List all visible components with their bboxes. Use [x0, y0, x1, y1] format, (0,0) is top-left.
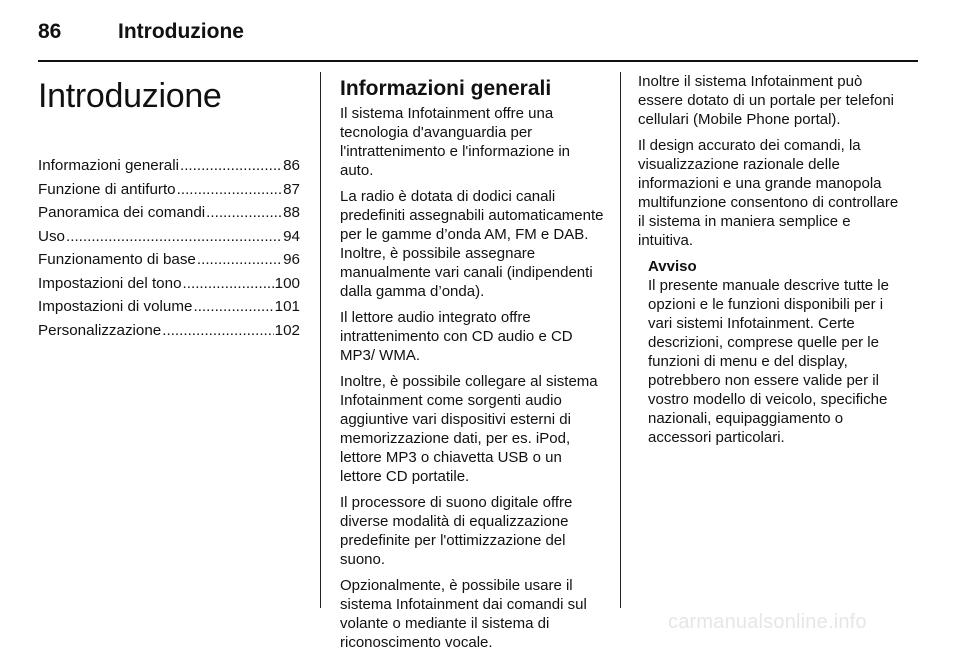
- running-header-title: Introduzione: [118, 20, 244, 43]
- column-divider: [620, 72, 621, 608]
- toc-item[interactable]: [38, 178, 300, 202]
- toc-leader: [183, 272, 274, 296]
- toc-item[interactable]: [38, 201, 300, 225]
- toc-label: Impostazioni di volume: [38, 298, 193, 315]
- body-paragraph: La radio è dotata di dodici canali predefiniti assegnabili automaticamente per le gamme d’onda AM, FM e DAB. Inoltre, è possibile assegnare manualmente vari canali (indipendenti dalla gamma d’onda).: [340, 188, 604, 300]
- column-divider: [320, 72, 321, 608]
- body-paragraph: Opzionalmente, è possibile usare il sistema Infotainment dai comandi sul volante o mediante il sistema di riconoscimento vocale.: [340, 577, 587, 651]
- notice-text: Il presente manuale descrive tutte le opzioni e le funzioni disponibili per i vari sistemi Infotainment. Certe descrizioni, comprese quelle per le funzioni di menu e del display, potrebbero non essere valide per il vostro modello di veicolo, specifiche nazionali, equipaggiamento o accessori particolari.: [648, 277, 889, 446]
- notice-title: Avviso: [648, 258, 697, 275]
- toc-item[interactable]: [38, 248, 300, 272]
- toc-label: Uso: [38, 227, 66, 245]
- toc-page: 86: [283, 157, 300, 174]
- table-of-contents: [38, 154, 300, 342]
- page-number: 86: [38, 20, 62, 43]
- toc-item[interactable]: [38, 295, 300, 319]
- toc-leader: [193, 295, 273, 319]
- toc-page: 102: [274, 321, 300, 339]
- page-header: [38, 18, 928, 46]
- toc-page: 101: [274, 298, 300, 315]
- notice-box: [648, 257, 904, 447]
- toc-page: 96: [283, 251, 300, 268]
- body-paragraph: Inoltre, è possibile collegare al sistema Infotainment come sorgenti audio aggiuntive vari dispositivi esterni di memorizzazione dati, per es. iPod, lettore MP3 o chiavetta USB o un lettore CD portatile.: [340, 373, 598, 485]
- column-body-2: [638, 72, 904, 447]
- toc-label: Funzione di antifurto: [38, 180, 176, 198]
- toc-page: 94: [283, 227, 300, 245]
- body-paragraph: Inoltre il sistema Infotainment può essere dotato di un portale per telefoni cellulari (Mobile Phone portal).: [638, 73, 895, 128]
- body-paragraph: Il sistema Infotainment offre una tecnologia d'avanguardia per l'intrattenimento e l'informazione in auto.: [340, 105, 571, 179]
- toc-item[interactable]: [38, 319, 300, 343]
- toc-leader: [180, 154, 282, 178]
- toc-leader: [206, 201, 282, 225]
- body-paragraph: Il lettore audio integrato offre intrattenimento con CD audio e CD MP3/ WMA.: [340, 309, 573, 364]
- header-rule: [38, 60, 918, 62]
- column-body-1: [340, 72, 604, 659]
- watermark: carmanualsonline.info: [668, 611, 867, 633]
- toc-label: Informazioni generali: [38, 157, 179, 174]
- chapter-title: Introduzione: [38, 77, 222, 115]
- toc-leader: [177, 178, 282, 202]
- body-paragraph: Il processore di suono digitale offre diverse modalità di equalizzazione predefinite per l'ottimizzazione del suono.: [340, 494, 573, 568]
- toc-leader: [66, 225, 282, 249]
- toc-label: Personalizzazione: [38, 321, 162, 339]
- toc-label: Impostazioni del tono: [38, 274, 182, 292]
- toc-label: Panoramica dei comandi: [38, 204, 206, 221]
- toc-label: Funzionamento di base: [38, 251, 196, 268]
- toc-page: 87: [283, 180, 300, 198]
- toc-page: 100: [274, 274, 300, 292]
- body-paragraph: Il design accurato dei comandi, la visualizzazione razionale delle informazioni e una grande manopola multifunzione consentono di controllare il sistema in maniera semplice e intuitiva.: [638, 137, 899, 249]
- toc-leader: [162, 319, 273, 343]
- column-toc: [38, 72, 300, 342]
- toc-leader: [197, 248, 282, 272]
- toc-item[interactable]: [38, 225, 300, 249]
- toc-item[interactable]: [38, 272, 300, 296]
- toc-item[interactable]: [38, 154, 300, 178]
- section-title: Informazioni generali: [340, 77, 552, 100]
- toc-page: 88: [283, 204, 300, 221]
